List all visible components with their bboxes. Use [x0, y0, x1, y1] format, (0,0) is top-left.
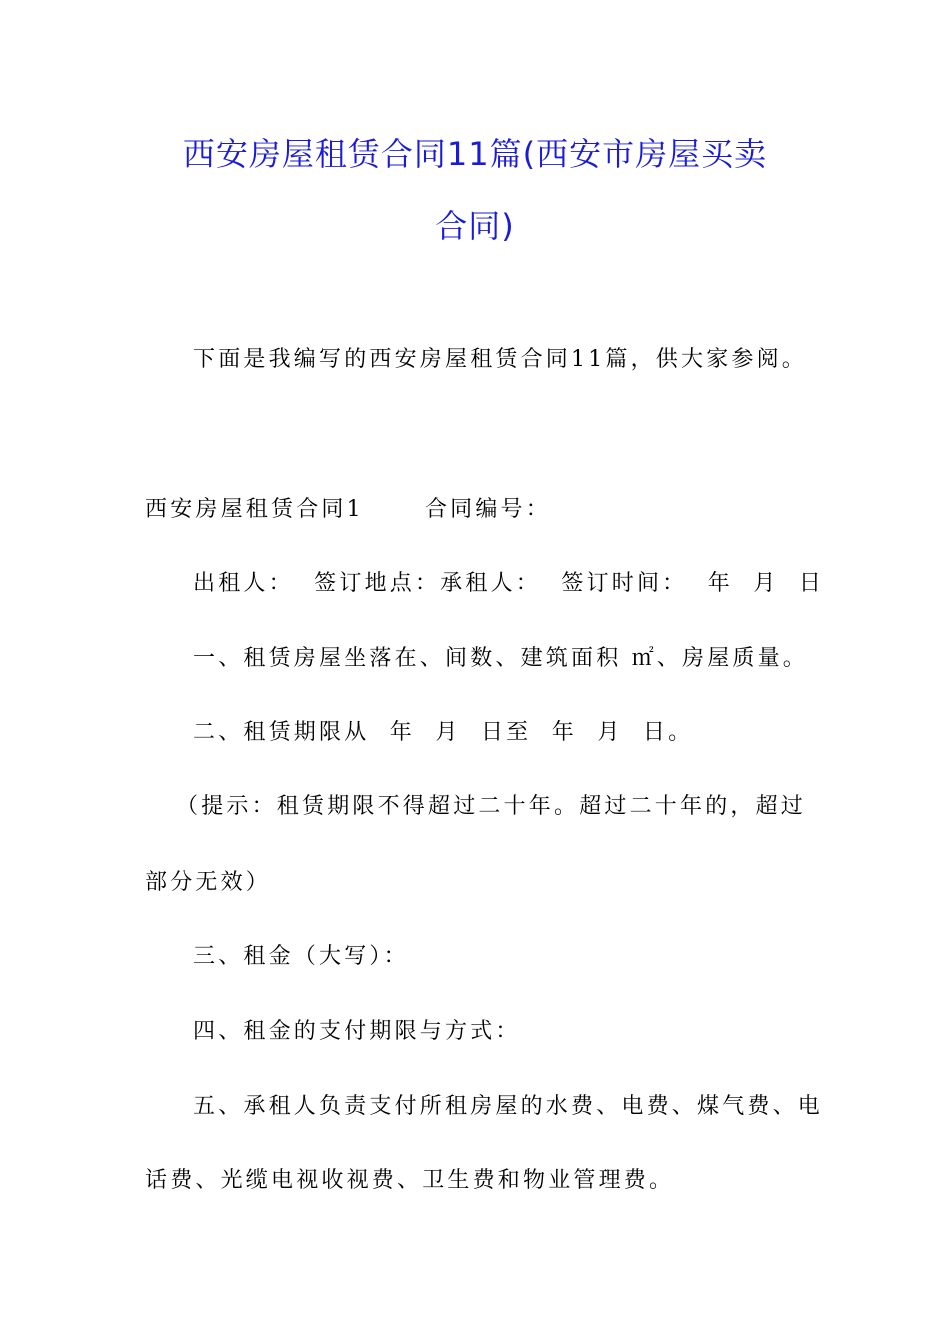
note-line-2: 部分无效） — [145, 870, 272, 895]
parties-line: 出租人： 签订地点：承租人： 签订时间： 年 月 日 — [193, 571, 825, 596]
clause-2: 二、租赁期限从 年 月 日至 年 月 日。 — [193, 720, 694, 745]
clause-5-line-1: 五、承租人负责支付所租房屋的水费、电费、煤气费、电 — [193, 1094, 824, 1119]
document-title-line-1: 西安房屋租赁合同11篇(西安市房屋买卖 — [182, 135, 768, 173]
document-title-line-2: 合同) — [435, 207, 515, 245]
clause-3: 三、租金（大写）： — [193, 944, 409, 969]
clause-5-line-2: 话费、光缆电视收视费、卫生费和物业管理费。 — [145, 1168, 675, 1193]
clause-1: 一、租赁房屋坐落在、间数、建筑面积 ㎡、房屋质量。 — [193, 646, 808, 671]
clause-4: 四、租金的支付期限与方式： — [193, 1019, 521, 1044]
intro-paragraph: 下面是我编写的西安房屋租赁合同11篇，供大家参阅。 — [193, 347, 807, 372]
note-line-1: （提示：租赁期限不得超过二十年。超过二十年的，超过 — [176, 794, 807, 819]
contract-heading: 西安房屋租赁合同1 合同编号： — [145, 497, 551, 522]
